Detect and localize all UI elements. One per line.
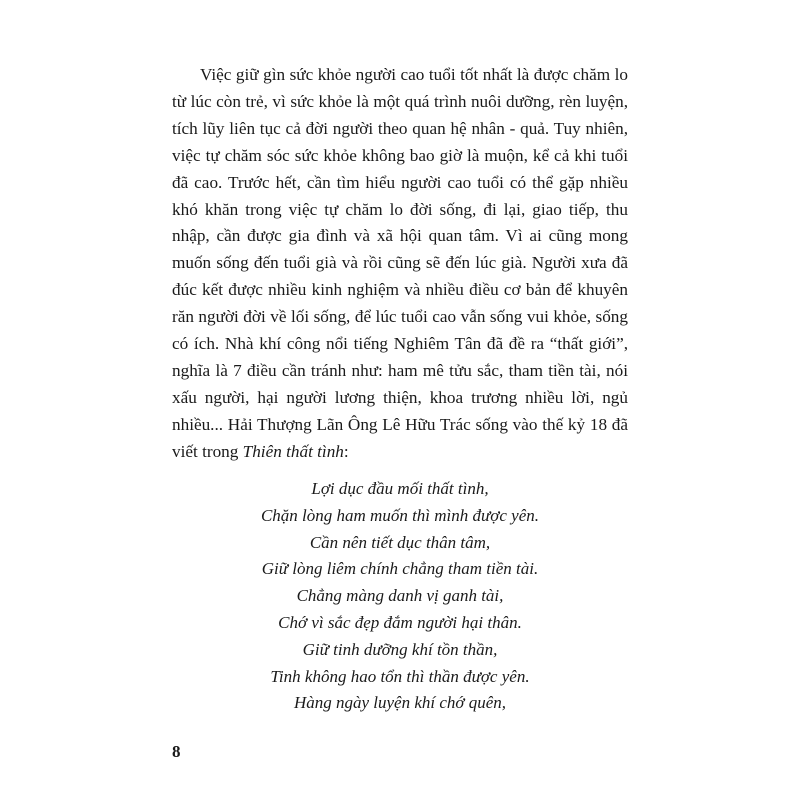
poem-line: Chẳng màng danh vị ganh tài, bbox=[296, 586, 504, 606]
poem-line: Chớ vì sắc đẹp đắm người hại thân. bbox=[278, 612, 522, 632]
poem bbox=[172, 476, 628, 717]
book-title: Thiên thất tình bbox=[242, 441, 344, 461]
poem-line: Lợi dục đầu mối thất tình, bbox=[311, 479, 489, 498]
poem-line: Hàng ngày luyện khí chớ quên, bbox=[293, 693, 507, 713]
poem-line: Giữ lòng liêm chính chẳng tham tiền tài. bbox=[261, 559, 539, 579]
poem-line: Giữ tinh dưỡng khí tồn thần, bbox=[302, 639, 498, 659]
page-number: 8 bbox=[172, 742, 181, 761]
paragraph-text: Việc giữ gìn sức khỏe người cao tuổi tốt nhất là được chăm lo từ lúc còn trẻ, vì sức khỏe là một quá trình nuôi dưỡng, rèn luyện, tích lũy liên tục cả đời người theo quan hệ nhân - quả. Tuy nhiên, việc tự chăm sóc sức khỏe không bao giờ là muộn, kể cả khi tuổi đã cao. Trước hết, cần tìm hiểu người cao tuổi có thể gặp nhiều khó khăn trong việc tự chăm lo đời sống, đi lại, giao tiếp, thu nhập, cần được gia đình và xã hội quan tâm. Vì ai cũng mong muốn sống đến tuổi già và rồi cũng sẽ đến lúc già. Người xưa đã đúc kết được nhiều kinh nghiệm và nhiều điều cơ bản để khuyên răn người đời về lối sống, để lúc tuổi cao vẫn sống vui khỏe, sống có ích. Nhà khí công nổi tiếng Nghiêm Tân đã đề ra “thất giới”, nghĩa là 7 điều cần tránh như: ham mê tửu sắc, tham tiền tài, nói xấu người, hại người lương thiện, khoa trương nhiều lời, ngủ nhiều... Hải Thượng Lãn Ông Lê Hữu Trác sống vào thế kỷ 18 đã viết trong bbox=[172, 65, 628, 461]
poem-line: Cần nên tiết dục thân tâm, bbox=[309, 532, 491, 552]
paragraph-ending: : bbox=[343, 441, 349, 461]
poem-line: Chặn lòng ham muốn thì mình được yên. bbox=[260, 505, 540, 525]
body-paragraph bbox=[172, 62, 628, 466]
poem-line: Tinh không hao tổn thì thần được yên. bbox=[270, 666, 530, 686]
